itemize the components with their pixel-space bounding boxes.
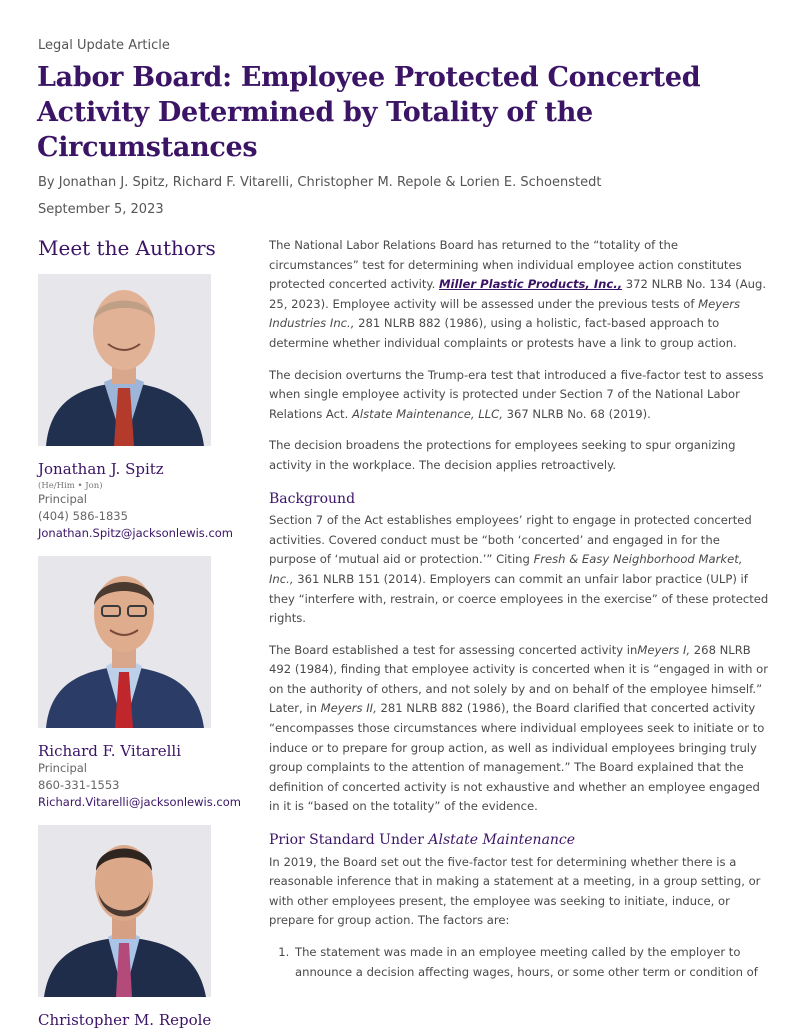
author-email-link[interactable]: Richard.Vitarelli@jacksonlewis.com [38, 795, 241, 809]
list-item: 1. The statement was made in an employee meeting called by the employer to announce a decision affecting wages, hours, or some other term or condition of [293, 943, 769, 982]
case-link-miller-plastic[interactable]: Miller Plastic Products, Inc., [439, 277, 623, 292]
paragraph: The National Labor Relations Board has returned to the “totality of the circumstances” test for determining when individual employee action constitutes protected concerted activity. Miller Plastic Products, Inc., 372 NLRB No. 134 (Aug. 25, 2023). Employee activity will be assessed under the previous tests of Meyers Industries Inc., 281 NLRB 882 (1986), using a holistic, fact-based approach to determine whether individual complaints or protests have a link to group action. [269, 238, 767, 350]
author-card [38, 274, 238, 542]
paragraph: Section 7 of the Act establishes employees’ right to engage in protected concerted activities. Covered conduct must be “both ‘concerted’ and engaged in for the purpose of ‘mutual aid or protection.’” Citing Fresh & Easy Neighborhood Market, Inc., 361 NLRB 151 (2014). Employers can commit an unfair labor practice (ULP) if they “interfere with, restrain, or coerce employees in the exercise” of these protected rights. [269, 513, 769, 626]
author-name[interactable]: Jonathan J. Spitz [38, 460, 164, 478]
author-photo[interactable] [38, 274, 211, 446]
paragraph: The decision broadens the protections for employees seeking to spur organizing activity in the workplace. The decision applies retroactively. [269, 438, 736, 472]
authors-heading: Meet the Authors [38, 236, 216, 260]
author-card [38, 556, 241, 811]
article-date: September 5, 2023 [38, 202, 164, 217]
author-photo[interactable] [38, 825, 211, 997]
article-byline: By Jonathan J. Spitz, Richard F. Vitarelli, Christopher M. Repole & Lorien E. Schoenstedt [38, 175, 602, 190]
author-role: Principal [38, 492, 88, 506]
paragraph: The Board established a test for assessing concerted activity inMeyers I, 268 NLRB 492 (1984), finding that employee activity is concerted when it is “engaged in with or on the authority of others, and not solely by and on behalf of the employee himself.” Later, in Meyers II, 281 NLRB 882 (1986), the Board clarified that concerted activity “encompasses those circumstances where individual employees seek to initiate or to induce or to prepare for group action, as well as individual employees bringing truly group complaints to the attention of management.” The Board explained that the definition of concerted activity is not exhaustive and whether an employee engaged in it is “based on the totality” of the evidence. [269, 642, 768, 814]
author-phone[interactable]: (404) 586-1835 [38, 509, 128, 523]
article-body [269, 236, 769, 982]
article-type-label: Legal Update Article [38, 38, 170, 53]
author-role: Principal [38, 761, 88, 775]
paragraph: In 2019, the Board set out the five-factor test for determining whether there is a reasonable inference that in making a statement at a meeting, in a group setting, or with other employees present, the employee was seeking to initiate, induce, or prepare for group action. The factors are: [269, 854, 761, 928]
paragraph: The decision overturns the Trump-era test that introduced a five-factor test to assess when single employee activity is protected under Section 7 of the National Labor Relations Act. Alstate Maintenance, LLC, 367 NLRB No. 68 (2019). [269, 367, 764, 421]
authors-sidebar [38, 236, 241, 1035]
author-portrait-icon [38, 556, 211, 728]
author-email-link[interactable]: Jonathan.Spitz@jacksonlewis.com [38, 526, 234, 540]
author-portrait-icon [38, 274, 211, 446]
author-name[interactable]: Richard F. Vitarelli [38, 742, 182, 760]
author-pronouns: (He/Him • Jon) [38, 481, 103, 491]
section-heading-prior-standard: Prior Standard Under Alstate Maintenance [269, 832, 576, 849]
author-photo[interactable] [38, 556, 211, 728]
article-title: Labor Board: Employee Protected Concerted Activity Determined by Totality of the Circumstances [37, 62, 701, 163]
author-name[interactable]: Christopher M. Repole [38, 1011, 212, 1029]
author-phone[interactable]: 860-331-1553 [38, 778, 120, 792]
author-card [38, 825, 238, 1029]
factors-list [293, 943, 769, 982]
author-portrait-icon [38, 825, 211, 997]
section-heading-background: Background [269, 490, 356, 507]
